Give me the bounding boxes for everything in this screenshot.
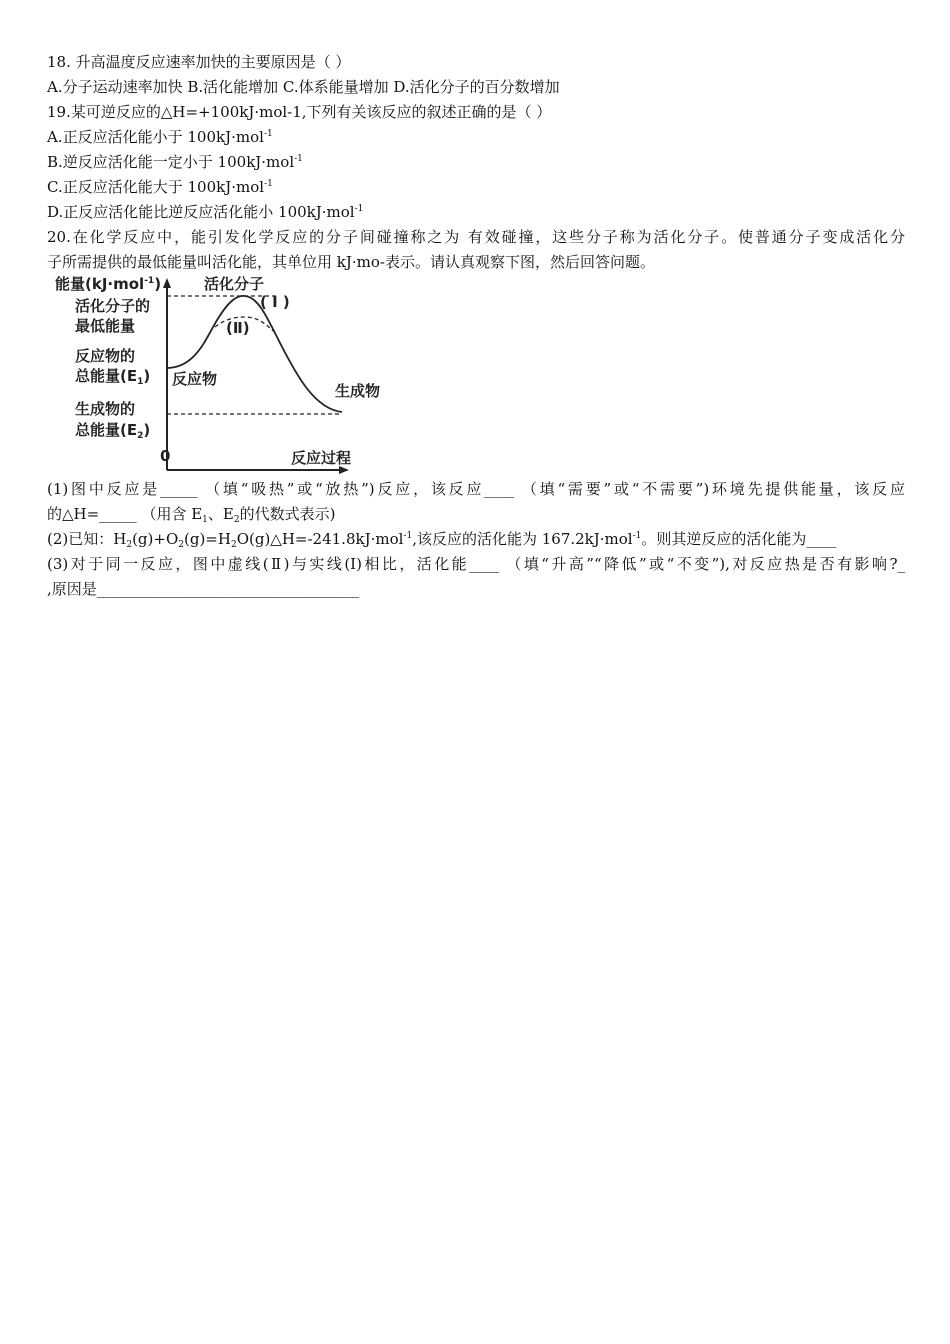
min-energy-label-line1: 活化分子的 [75,297,151,315]
q19-option-d: D.正反应活化能比逆反应活化能小 100kJ·mol$^{-1}$ [47,203,364,221]
q19-option-a: A.正反应活化能小于 100kJ·mol$^{-1}$ [47,128,273,146]
q19-option-c: C.正反应活化能大于 100kJ·mol$^{-1}$ [47,178,273,196]
q18-stem: 18. 升高温度反应速率加快的主要原因是（ ） [47,53,351,71]
q20-part3-line2: ,原因是___________________________________ [47,580,360,598]
y-axis-arrow [163,278,171,288]
reactant-label: 反应物 [172,370,218,388]
q20-part3-line1: (3)对于同一反应，图中虚线(Ⅱ)与实线(I)相比，活化能____ （填“升高”“降低”或“不变”),对反应热是否有影响?_ [47,555,905,573]
product-total-label-line2: 总能量$(E_2)$ [75,421,151,441]
curve-I-label: ( I ) [260,293,290,311]
activated-molecule-label: 活化分子 [204,275,265,293]
min-energy-label-line2: 最低能量 [75,317,136,335]
q20-intro-line1: 20.在化学反应中，能引发化学反应的分子间碰撞称之为 有效碰撞，这些分子称为活化分子。使普通分子变成活化分 [47,228,905,246]
q20-intro-line2: 子所需提供的最低能量叫活化能，其单位用 kJ·mo-表示。请认真观察下图，然后回答问题。 [47,253,655,271]
q18-options: A.分子运动速率加快 B.活化能增加 C.体系能量增加 D.活化分子的百分数增加 [47,78,560,96]
reactant-total-label-line1: 反应物的 [75,347,136,365]
origin-label: 0 [160,447,171,465]
q20-part1-line2: 的△H=_____ （用含 $E_1$、$E_2$的代数式表示) [47,505,336,525]
reactant-total-label-line2: 总能量$(E_1)$ [75,367,151,387]
energy-diagram [47,275,407,475]
curve-II-label: (Ⅱ) [226,319,250,337]
product-label: 生成物 [335,382,381,400]
q19-stem: 19.某可逆反应的△H=+100kJ·mol-1,下列有关该反应的叙述正确的是（ ） [47,103,552,121]
product-total-label-line1: 生成物的 [75,400,136,418]
y-axis-label: 能量(kJ·mol$^{-1}$) [55,275,162,293]
q19-option-b: B.逆反应活化能一定小于 100kJ·mol$^{-1}$ [47,153,303,171]
q20-part2: (2)已知：$H_2(g)+O_2(g)=H_2O(g)\triangle H=-241.8kJ\cdot mol^{-1}$,该反应的活化能为 167.2kJ·mol$^{-1}$。则其逆反应的活化能为____ [47,530,837,550]
document-page [47,50,905,602]
q20-part1-line1: (1)图中反应是_____ （填“吸热”或“放热”)反应，该反应____ （填“需要”或“不需要”)环境先提供能量，该反应 [47,480,905,498]
x-axis-label: 反应过程 [291,449,352,467]
curve-I [167,296,342,412]
